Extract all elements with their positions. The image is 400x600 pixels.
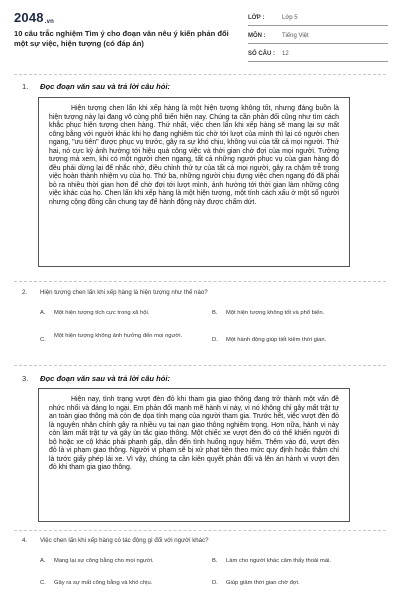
meta-value: 12 [282,51,289,57]
option-text: Một hiện tượng không tốt và phổ biến. [226,310,325,316]
reading-passage: Hiện nay, tình trạng vượt đèn đỏ khi tham gia giao thông đang trở thành một vấn đề nhức nhối và đáng lo ngại. Em phản đối mạnh mẽ hành vi này, vì nó không chỉ gây mất trật tự an toàn giao thông mà còn đe dọa tính mạng của người tham gia. Trước hết, việc vượt đèn đỏ là nguyên nhân chính gây ra nhiều vụ tai nạn giao thông nghiêm trọng. Hơn nữa, hành vi này còn làm mất trật tự và gây ùn tắc giao thông. Một chiếc xe vượt đèn đỏ có thể khiến người đi bộ hoặc xe cộ khác phải phanh gấp, dẫn đến tình huống nguy hiểm. Thêm vào đó, vượt đèn đỏ là vi phạm giao thông. Người vi phạm sẽ bị xử phạt tiền theo mức quy định hoặc thậm chí là tước giấy phép lái xe. Vì vậy, chúng ta cần kiên quyết phản đối và lên án hành vi vượt đèn đỏ khi tham gia giao thông. [38,388,350,522]
option-text: Gây ra sự mất công bằng và khó chịu. [54,580,153,586]
reading-passage: Hiện tượng chen lấn khi xếp hàng là một hiện tượng không tốt, nhưng đáng buồn là hiện tượng này lại đang vô cùng phổ biến hiện nay. Chúng ta cần phản đối cũng như tìm cách khắc phục hiện tượng chen hàng. Thứ nhất, việc chen lấn khi xếp hàng sẽ mang lại sự mất công bằng với người khác khi họ đang nghiêm túc chờ tới lượt của mình thì lại có người chen ngang, "ưu tiên" được phục vụ trước, gây ra sự khó chịu, không vui của tất cả mọi người. Thứ hai, nó cực kỳ ảnh hưởng tới hiệu quả công việc và thời gian chờ đợi của mọi người. Tưởng tượng mà xem, khi có một người chen ngang, tất cả những người phục vụ của gian hàng đó đều phải dừng lại để nhắc nhở, điều chỉnh thứ tự của tất cả mọi người, gây ra chậm trễ trong việc hoàn thành nhiệm vụ của họ. Thứ ba, những người chịu đựng việc chen ngang đó đã phải bỏ ra nhiều thời gian hơn để chờ đợi tới lượt mình, ảnh hưởng tới thời gian làm những công việc khác của họ. Chen lấn khi xếp hàng là một hiện tượng, một tính cách xấu ở một số người nhưng cộng đồng cần chung tay để hành động này được chấm dứt. [38,97,350,267]
question [22,289,208,296]
meta-label: LỚP : [248,15,265,21]
option-letter: D. [212,337,218,343]
answer-option[interactable] [212,336,376,344]
option-letter: C. [40,337,46,343]
answer-option[interactable] [40,332,194,344]
question-number: 2. [22,289,28,296]
option-text: Một hành động giúp tiết kiệm thời gian. [226,337,327,343]
logo-text: 2048 [14,10,44,25]
option-text: Mang lại sự công bằng cho mọi người. [54,558,154,564]
section-title: Đọc đoạn văn sau và trả lời câu hỏi: [40,374,171,383]
section-number: 3. [22,374,29,383]
meta-row-subject [248,29,388,44]
meta-value: Tiếng Việt [282,33,309,39]
site-logo[interactable] [14,10,54,25]
option-letter: C. [40,580,46,586]
divider [14,365,386,366]
meta-info [248,11,388,65]
divider [14,281,386,282]
question-number: 4. [22,537,28,544]
option-letter: B. [212,558,218,564]
option-letter: A. [40,310,46,316]
answer-option[interactable] [212,557,376,565]
meta-value: Lớp 5 [282,15,298,21]
section-heading [22,374,170,383]
logo-suffix: .vn [44,19,55,25]
answer-option[interactable] [40,309,204,317]
section-heading [22,82,170,91]
meta-row-class [248,11,388,26]
question [22,537,208,544]
option-text: Làm cho người khác cảm thấy thoải mái. [226,558,331,564]
option-text: Một hiện tượng tích cực trong xã hội. [54,310,150,316]
option-text: Giúp giảm thời gian chờ đợi. [226,580,300,586]
option-letter: B. [212,310,218,316]
section-title: Đọc đoạn văn sau và trả lời câu hỏi: [40,82,171,91]
answer-option[interactable] [40,557,204,565]
meta-label: MÔN : [248,33,266,39]
option-letter: D. [212,580,218,586]
divider [14,530,386,531]
answer-option[interactable] [212,579,376,587]
meta-label: SỐ CÂU : [248,51,275,57]
answer-option[interactable] [212,309,376,317]
question-text: Hiện tượng chen lấn khi xếp hàng là hiện tượng như thế nào? [40,289,208,296]
answer-option[interactable] [40,579,204,587]
option-text: Một hiện tượng không ảnh hưởng đến mọi người. [54,333,183,339]
section-number: 1. [22,82,29,91]
page-header [0,0,400,62]
document-title: 10 câu trắc nghiệm Tìm ý cho đoạn văn nêu ý kiến phản đối một sự việc, hiện tượng (có đáp án) [14,29,229,48]
divider [14,74,386,75]
option-letter: A. [40,558,46,564]
meta-row-count [248,47,388,62]
question-text: Việc chen lấn khi xếp hàng có tác động gì đối với người khác? [40,537,209,544]
